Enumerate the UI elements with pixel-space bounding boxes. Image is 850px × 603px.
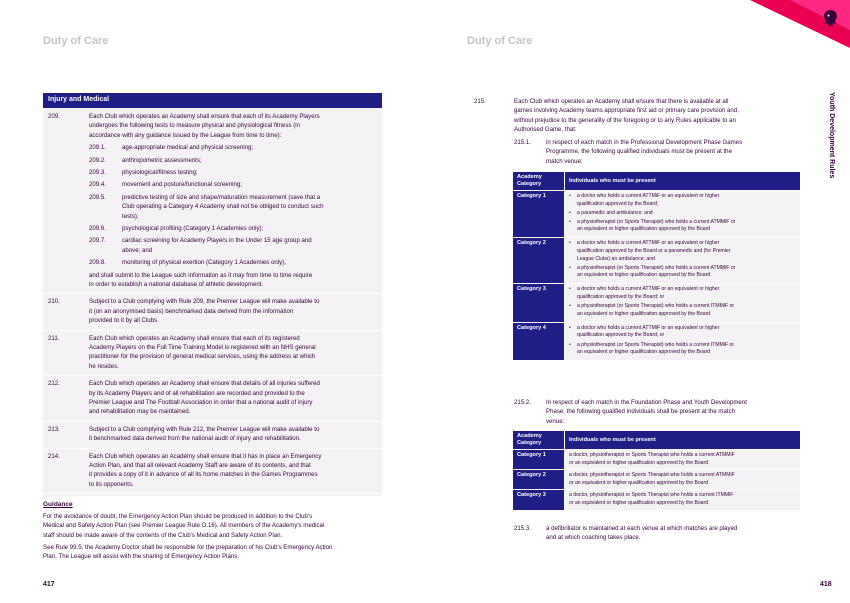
subrule-text: age-appropriate medical and physical screening; bbox=[122, 144, 254, 152]
subrule-number: 209.2. bbox=[89, 156, 106, 164]
list-item bbox=[569, 193, 796, 208]
category-cell: Category 2 bbox=[513, 470, 565, 490]
individuals-cell bbox=[565, 490, 801, 510]
rule-text: in order to establish a national database of athletic development. bbox=[89, 281, 264, 288]
divider bbox=[43, 448, 382, 449]
list-item bbox=[569, 286, 796, 301]
subrule-text: above; and bbox=[122, 246, 153, 254]
list-item-line: qualification approved by the Board; or bbox=[577, 332, 665, 339]
list-item-line: an equivalent or higher qualification approved by the Board bbox=[577, 226, 711, 233]
rule-text: Action Plan, and that all relevant Academy Staff are aware of its contents, and that bbox=[89, 462, 311, 469]
table-header-individuals: Individuals who must be present bbox=[565, 431, 801, 450]
list-item bbox=[569, 303, 796, 318]
table-row bbox=[513, 490, 801, 510]
subrule-text: Programme, the following qualified individuals must be present at the bbox=[546, 148, 732, 156]
divider bbox=[43, 330, 382, 331]
subrule-number: 209.4. bbox=[89, 181, 106, 189]
table-row bbox=[513, 238, 801, 284]
subrule-number: 209.5. bbox=[89, 193, 106, 201]
rule-text: accordance with any guidance issued by the League from time to time): bbox=[89, 131, 282, 139]
guidance-heading: Guidance bbox=[43, 501, 73, 508]
list-item bbox=[569, 219, 796, 234]
rule-number: 212. bbox=[48, 380, 60, 388]
subrule-number: 209.7. bbox=[89, 237, 106, 245]
list-item bbox=[569, 342, 796, 357]
list-item-line: qualification approved by the Board or a paramedic and (for Premier bbox=[577, 248, 731, 255]
rule-text: Each Club which operates an Academy shall ensure that each of its Academy Players bbox=[89, 113, 320, 120]
table-row bbox=[513, 450, 801, 470]
individuals-cell bbox=[565, 238, 801, 284]
cell-line: a doctor, physiotherapist or Sports Therapist who holds a current ITMMiF bbox=[569, 492, 734, 499]
guidance-paragraph: Plan. The League will assist with the sharing of Emergency Action Plans. bbox=[43, 553, 240, 561]
list-item-line: qualification approved by the Board; or bbox=[577, 294, 665, 301]
subrule-text: monitoring of physical exertion (Category 1 Academies only), bbox=[122, 259, 286, 267]
table-row bbox=[513, 322, 801, 360]
subrule-text: cardiac screening for Academy Players in the Under 15 age group and bbox=[122, 237, 312, 245]
divider bbox=[43, 375, 382, 376]
rule-text: without prejudice to the generality of the foregoing or to any Rules applicable to an bbox=[514, 116, 736, 124]
cell-line: a doctor, physiotherapist or Sports Therapist who holds a current ATMMiF bbox=[569, 472, 735, 479]
list-item-line: a doctor who holds a current ATTMiF or an equivalent or higher bbox=[577, 324, 720, 331]
list-item-line: a paramedic and ambulance; and bbox=[577, 209, 653, 216]
rule-number: 214. bbox=[48, 452, 60, 460]
subrule-text: In respect of each match in the Foundation Phase and Youth Development bbox=[546, 399, 747, 406]
rule-text: to its opponents. bbox=[89, 480, 134, 488]
guidance-paragraph: Medical and Safety Action Plan (see Premier League Rule O.16). All members of the Academy's medical bbox=[43, 522, 325, 530]
subrule-number: 215.1. bbox=[514, 139, 531, 146]
rule-number: 210. bbox=[48, 298, 60, 306]
rule-text: Premier League and The Football Association in order that a national audit of injury bbox=[89, 399, 313, 406]
rule-text: and shall submit to the League such information as it may from time to time require bbox=[89, 271, 313, 279]
category-cell: Category 2 bbox=[513, 238, 565, 284]
box-title: Injury and Medical bbox=[48, 96, 110, 103]
rule-text: he resides. bbox=[89, 362, 119, 370]
list-item-line: a physiotherapist (or Sports Therapist) who holds a current ITMMiF or bbox=[577, 341, 735, 348]
rule-text: it (on an anonymised basis) benchmarked data derived from the information bbox=[89, 307, 294, 315]
list-item-line: qualification approved by the Board; bbox=[577, 200, 659, 207]
cell-line: or an equivalent or higher qualification approved by the Board bbox=[569, 479, 709, 486]
divider bbox=[43, 421, 382, 422]
premier-league-lion-icon bbox=[822, 9, 839, 29]
rule-text: it benchmarked data derived from the national audit of injury and rehabilitation. bbox=[89, 435, 301, 443]
individuals-cell bbox=[565, 191, 801, 238]
subrule-text: physiological/fitness testing; bbox=[122, 169, 198, 176]
cell-line: or an equivalent or higher qualification approved by the Board bbox=[569, 499, 709, 506]
running-header-left: Duty of Care bbox=[43, 35, 109, 47]
rule-text: Subject to a Club complying with Rule 209, the Premier League will make available to bbox=[89, 298, 320, 306]
rule-text: Each Club which operates an Academy shall ensure that each of its registered bbox=[89, 334, 300, 342]
subrule-number: 215.3. bbox=[514, 525, 531, 532]
list-item-line: a physiotherapist (or Sports Therapist) who holds a current ITMMiF or bbox=[577, 303, 735, 310]
subrule-text: Club operating a Category 4 Academy shall not be obliged to conduct such bbox=[122, 203, 324, 211]
list-item bbox=[569, 265, 796, 280]
subrule-text: tests); bbox=[122, 212, 139, 220]
subrule-number: 209.1. bbox=[89, 144, 106, 152]
list-item-line: a physiotherapist (or Sports Therapist) who holds a current ATMMiF or bbox=[577, 264, 736, 271]
table-row bbox=[513, 191, 801, 238]
subrule-text: venue: bbox=[546, 417, 565, 425]
guidance-paragraph: staff should be made aware of the contents of the Club's Medical and Safety Action Plan. bbox=[43, 531, 283, 539]
rule-text: Subject to a Club complying with Rule 212, the Premier League will make available to bbox=[89, 425, 320, 433]
subrule-text: predictive testing of size and shape/maturation measurement (save that a bbox=[122, 193, 321, 201]
divider bbox=[43, 493, 382, 494]
page-number-right: 418 bbox=[820, 581, 832, 588]
category-cell: Category 3 bbox=[513, 490, 565, 510]
subrule-number: 215.2. bbox=[514, 399, 531, 406]
rule-text: Each Club which operates an Academy shall ensure that it has in place an Emergency bbox=[89, 452, 322, 460]
subrule-text: a defibrillator is maintained at each venue at which matches are played bbox=[546, 525, 738, 532]
subrule-number: 209.8. bbox=[89, 259, 106, 267]
list-item-line: a doctor who holds a current ATTMiF or an equivalent or higher bbox=[577, 240, 720, 247]
individuals-cell bbox=[565, 322, 801, 360]
rule-number: 209. bbox=[48, 113, 60, 120]
rule-number: 213. bbox=[48, 425, 60, 433]
cell-line: a doctor, physiotherapist or Sports Therapist who holds a current ATMMiF bbox=[569, 452, 735, 458]
table-row bbox=[513, 470, 801, 490]
list-item-line: a doctor who holds a current ATTMiF or an equivalent or higher bbox=[577, 193, 720, 199]
page-number-left: 417 bbox=[43, 581, 55, 588]
list-item bbox=[569, 325, 796, 340]
list-item bbox=[569, 240, 796, 263]
rule-text: by its Academy Players and of all rehabilitation are recorded and provided to the bbox=[89, 389, 305, 397]
rule-text: Authorised Game, that: bbox=[514, 126, 577, 134]
subrule-text: match venue: bbox=[546, 157, 583, 165]
foundation-phase-table bbox=[512, 430, 801, 511]
category-cell: Category 3 bbox=[513, 284, 565, 322]
rule-text: undergoes the following tests to measure physical and physiological fitness (in bbox=[89, 122, 301, 130]
guidance-paragraph: For the avoidance of doubt, the Emergency Action Plan should be produced in addition to the Club's bbox=[43, 513, 313, 520]
list-item-line: a doctor who holds a current ATTMiF or an equivalent or higher bbox=[577, 286, 720, 293]
subrule-text: in respect of each match in the Professional Development Phase Games bbox=[546, 139, 743, 146]
subrule-text: psychological profiling (Category 1 Academies only); bbox=[122, 225, 264, 232]
individuals-cell bbox=[565, 450, 801, 470]
individuals-cell bbox=[565, 470, 801, 490]
rule-text: Each Club which operates an Academy shall ensure that details of all injuries suffered bbox=[89, 380, 320, 388]
subrule-text: anthropometric assessments; bbox=[122, 156, 202, 164]
rule-text: it provides a copy of it in advance of all its home matches in the Games Programmes bbox=[89, 471, 318, 479]
subrule-text: Phase, the following qualified individuals shall be present at the match bbox=[546, 408, 736, 416]
individuals-cell bbox=[565, 284, 801, 322]
list-item-line: League Clubs) an ambulance; and bbox=[577, 255, 655, 262]
list-item-line: an equivalent or higher qualification approved by the Board bbox=[577, 349, 711, 356]
rule-text: practitioner for the provision of general medical services, using the address at which bbox=[89, 353, 316, 361]
rule-text: provided to it by all Clubs. bbox=[89, 317, 159, 325]
table-header-category: Academy Category bbox=[513, 431, 565, 450]
list-item-line: an equivalent or higher qualification approved by the Board bbox=[577, 272, 711, 279]
cell-line: or an equivalent or higher qualification approved by the Board bbox=[569, 459, 709, 466]
divider bbox=[43, 293, 382, 294]
subrule-number: 209.6. bbox=[89, 225, 106, 232]
guidance-paragraph: See Rule 99.5: the Academy Doctor shall be responsible for the preparation of his Club's Emergency Action bbox=[43, 543, 333, 551]
category-cell: Category 4 bbox=[513, 322, 565, 360]
table-header-individuals: Individuals who must be present bbox=[565, 172, 801, 191]
corner-accent-inner bbox=[790, 0, 850, 30]
rule-number: 211. bbox=[48, 334, 60, 342]
section-side-tab: Youth Development Rules bbox=[828, 92, 835, 179]
list-item bbox=[569, 210, 796, 218]
rule-number: 215. bbox=[474, 98, 486, 105]
table-row bbox=[513, 284, 801, 322]
category-cell: Category 1 bbox=[513, 191, 565, 238]
list-item-line: an equivalent or higher qualification approved by the Board bbox=[577, 310, 711, 317]
rule-text: games involving Academy teams appropriate first aid or primary care provision and, bbox=[514, 107, 739, 115]
subrule-number: 209.3. bbox=[89, 169, 106, 176]
subrule-text: movement and posture/functional screening; bbox=[122, 181, 242, 189]
list-item-line: a physiotherapist (or Sports Therapist) who holds a current ATMMiF or bbox=[577, 218, 736, 225]
rule-text: Academy Players on the Full Time Training Model is registered with an NHS general bbox=[89, 344, 316, 351]
category-cell: Category 1 bbox=[513, 450, 565, 470]
running-header-right: Duty of Care bbox=[467, 35, 533, 47]
subrule-text: and at which coaching takes place. bbox=[546, 534, 641, 542]
box-title-bar bbox=[43, 93, 382, 108]
rule-text: and rehabilitation may be maintained. bbox=[89, 408, 191, 416]
table-header-category: Academy Category bbox=[513, 172, 565, 191]
rule-text: Each Club which operates an Academy shall ensure that there is available at all bbox=[514, 98, 729, 105]
professional-phase-table bbox=[512, 171, 801, 361]
